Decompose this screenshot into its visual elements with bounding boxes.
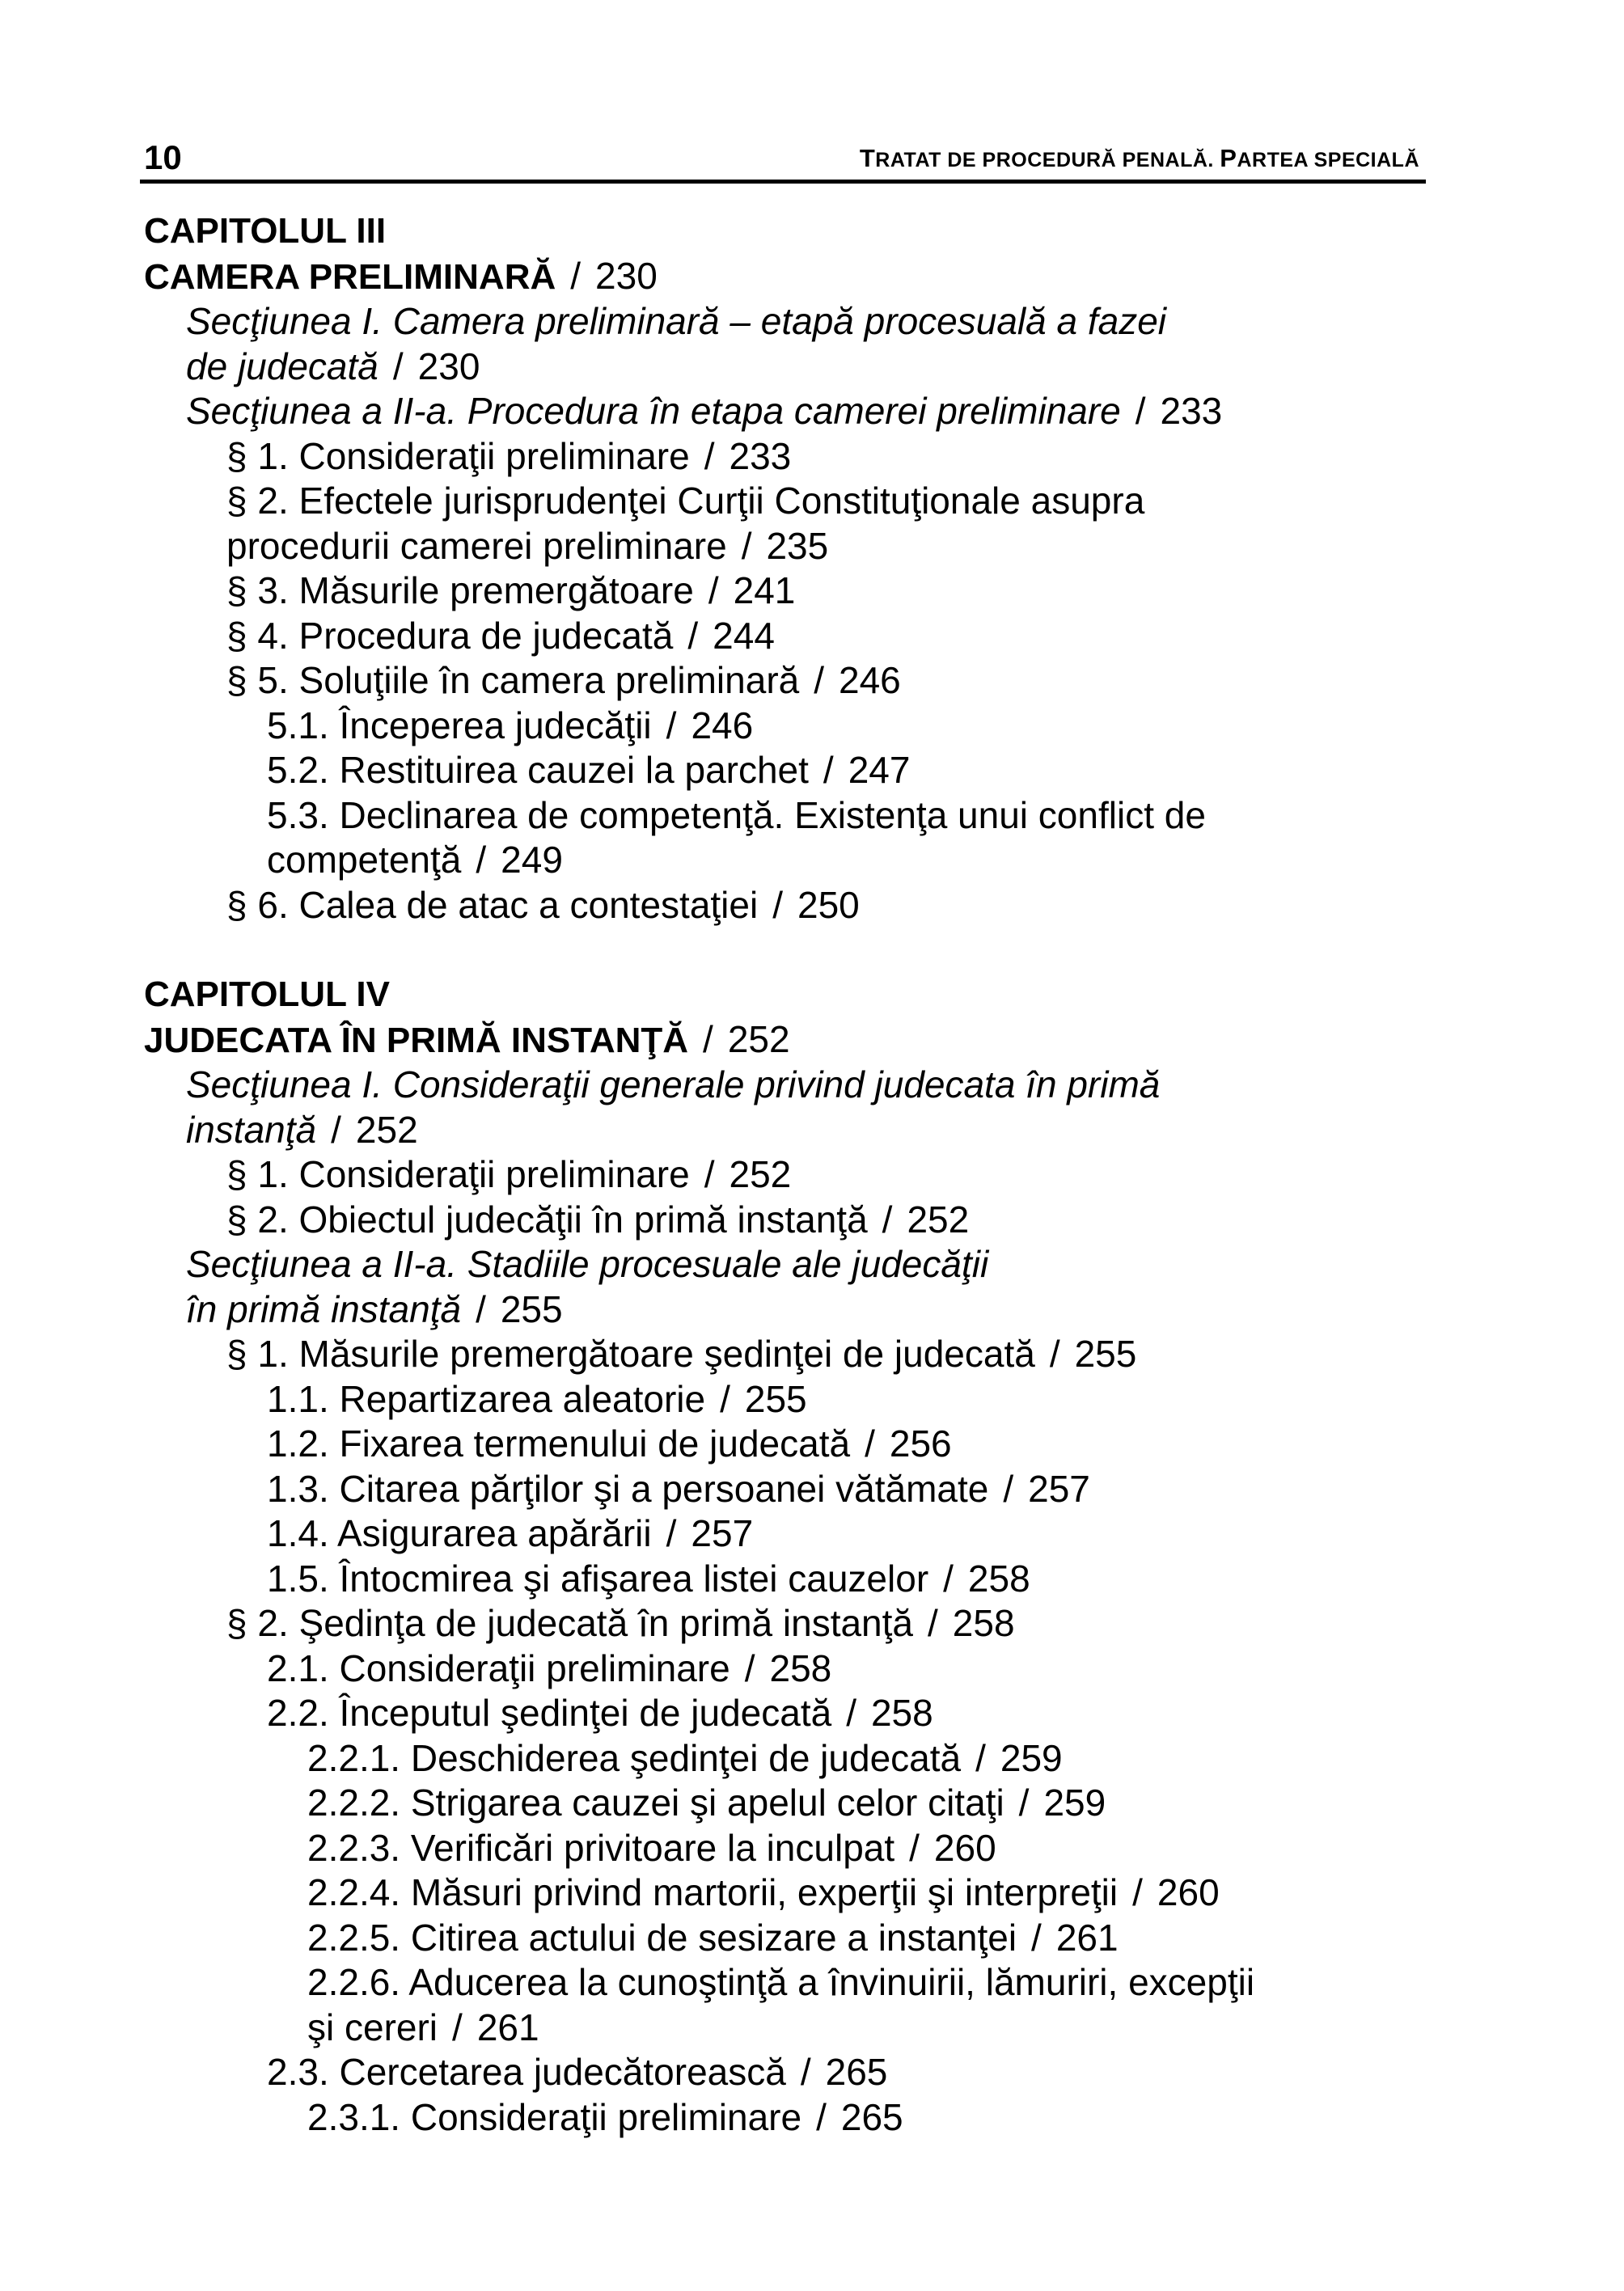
page-separator: /	[865, 1422, 875, 1465]
chapter-title	[144, 1017, 1406, 1063]
toc-entry	[144, 1063, 1406, 1108]
toc-entry	[144, 1601, 1406, 1646]
page-ref: 261	[1055, 1916, 1119, 1959]
running-title-part: ARTEA SPECIALĂ	[1237, 149, 1419, 171]
page-ref: 260	[1157, 1871, 1220, 1913]
page-ref: 252	[355, 1108, 418, 1151]
page-ref: 258	[967, 1557, 1030, 1600]
page-separator: /	[666, 704, 677, 746]
toc-entry-text: 2.2.5. Citirea actului de sesizare a instanţei	[307, 1916, 1017, 1959]
toc-entry	[144, 1916, 1406, 1961]
page-ref: 249	[501, 839, 563, 881]
page-separator: /	[392, 344, 404, 387]
toc-entry-text: 5.1. Începerea judecăţii	[267, 704, 652, 746]
page-separator: /	[476, 839, 487, 881]
page-ref: 246	[691, 704, 754, 746]
running-title-part: T	[859, 144, 876, 172]
page-ref: 258	[952, 1602, 1015, 1644]
page-separator: /	[882, 1198, 893, 1241]
toc-entry	[144, 1152, 1406, 1198]
page-separator: /	[816, 2095, 827, 2138]
page-ref: 233	[729, 434, 792, 477]
page-ref: 257	[1028, 1467, 1090, 1510]
page-separator: /	[800, 2051, 811, 2093]
page-ref: 252	[727, 1017, 790, 1060]
running-header	[144, 136, 1419, 180]
page-ref: 244	[713, 614, 775, 657]
page-separator: /	[943, 1557, 954, 1600]
page-ref: 252	[907, 1198, 970, 1241]
toc-entry-text: 5.2. Restituirea cauzei la parchet	[267, 749, 809, 791]
toc-entry	[144, 344, 1406, 390]
page-separator: /	[1003, 1467, 1014, 1510]
toc-entry-text: § 2. Obiectul judecăţii în primă instanţă	[226, 1198, 868, 1241]
toc-entry-text: competenţă	[267, 839, 462, 881]
toc-entry	[144, 883, 1406, 928]
page-separator: /	[476, 1287, 486, 1330]
table-of-contents	[144, 209, 1406, 2140]
toc-entry	[144, 569, 1406, 614]
toc-entry	[144, 2095, 1406, 2141]
toc-entry	[144, 1332, 1406, 1377]
toc-entry	[144, 1646, 1406, 1692]
chapter-label: CAPITOLUL III	[144, 211, 387, 251]
page-separator: /	[909, 1826, 920, 1869]
toc-entry-text: 2.2. Începutul şedinţei de judecată	[267, 1692, 832, 1734]
page-ref: 252	[729, 1153, 792, 1195]
toc-entry-text: 2.2.6. Aducerea la cunoştinţă a învinuirii, lămuriri, excepţii	[307, 1961, 1255, 2003]
page-separator: /	[823, 749, 834, 791]
page-ref: 265	[840, 2095, 903, 2138]
toc-entry-text: 5.3. Declinarea de competenţă. Existenţa unui conflict de	[267, 793, 1206, 836]
page-separator: /	[1031, 1916, 1042, 1959]
toc-entry-text: 1.2. Fixarea termenului de judecată	[267, 1422, 851, 1465]
page-ref: 235	[766, 524, 829, 567]
toc-entry-text: procedurii camerei preliminare	[226, 524, 727, 567]
chapter-label: CAPITOLUL IV	[144, 974, 390, 1014]
toc-entry-text: § 2. Şedinţa de judecată în primă instanţă	[226, 1602, 914, 1644]
page-separator: /	[1135, 390, 1146, 432]
toc-entry	[144, 479, 1406, 524]
toc-entry	[144, 2006, 1406, 2051]
running-title-part: RATAT DE PROCEDURĂ PENALĂ.	[875, 149, 1220, 171]
toc-entry-text: § 2. Efectele jurisprudenţei Curţii Constituţionale asupra	[226, 480, 1145, 522]
toc-entry-text: Secţiunea I. Camera preliminară – etapă procesuală a fazei	[186, 300, 1167, 342]
toc-entry-text: 2.3.1. Consideraţii preliminare	[307, 2095, 802, 2138]
toc-entry	[144, 793, 1406, 839]
page-ref: 230	[595, 254, 658, 297]
toc-entry-text: Secţiunea a II-a. Procedura în etapa camerei preliminare	[186, 390, 1121, 432]
toc-entry-text: § 1. Consideraţii preliminare	[226, 1153, 690, 1195]
page-separator: /	[846, 1692, 856, 1734]
toc-entry	[144, 838, 1406, 883]
toc-entry	[144, 434, 1406, 480]
toc-entry-text: 2.3. Cercetarea judecătorească	[267, 2051, 786, 2093]
page-ref: 250	[797, 883, 860, 926]
page-ref: 257	[691, 1512, 754, 1554]
toc-entry-text: 1.3. Citarea părţilor şi a persoanei vătămate	[267, 1467, 989, 1510]
page-separator: /	[720, 1377, 730, 1420]
toc-entry-text: § 3. Măsurile premergătoare	[226, 569, 694, 611]
page-separator: /	[703, 1017, 713, 1060]
toc-entry-text: Secţiunea a II-a. Stadiile procesuale ale judecăţii	[186, 1243, 989, 1285]
page-ref: 256	[889, 1422, 952, 1465]
page-ref: 259	[1000, 1736, 1063, 1779]
page-separator: /	[1049, 1333, 1060, 1375]
toc-entry	[144, 1870, 1406, 1916]
toc-entry	[144, 1108, 1406, 1153]
page-ref: 265	[825, 2051, 888, 2093]
page-separator: /	[928, 1602, 938, 1644]
toc-entry	[144, 1826, 1406, 1871]
toc-entry	[144, 614, 1406, 659]
toc-entry-text: § 6. Calea de atac a contestaţiei	[226, 883, 759, 926]
toc-entry-text: şi cereri	[307, 2006, 438, 2048]
page-ref: 247	[848, 749, 911, 791]
page-separator: /	[666, 1512, 677, 1554]
header-rule	[140, 180, 1426, 184]
toc-entry-text: în primă instanţă	[186, 1287, 462, 1330]
toc-entry-text: § 1. Consideraţii preliminare	[226, 434, 690, 477]
toc-entry	[144, 1467, 1406, 1512]
page-separator: /	[704, 1153, 715, 1195]
page-ref: 255	[500, 1287, 563, 1330]
page-ref: 258	[870, 1692, 933, 1734]
page-ref: 246	[839, 659, 901, 701]
page-ref: 261	[476, 2006, 539, 2048]
toc-entry	[144, 299, 1406, 344]
running-title-part: P	[1220, 144, 1237, 172]
toc-entry	[144, 704, 1406, 749]
page-ref: 241	[733, 569, 796, 611]
toc-entry	[144, 1287, 1406, 1333]
page-separator: /	[975, 1736, 986, 1779]
page-ref: 258	[769, 1646, 832, 1689]
page-ref: 233	[1160, 390, 1223, 432]
toc-entry	[144, 1422, 1406, 1467]
toc-entry	[144, 524, 1406, 569]
page-ref: 259	[1043, 1782, 1106, 1824]
toc-entry	[144, 1960, 1406, 2006]
toc-entry-text: de judecată	[186, 344, 379, 387]
toc-entry-text: instanţă	[186, 1108, 317, 1151]
page-ref: 260	[933, 1826, 996, 1869]
toc-entry	[144, 1377, 1406, 1422]
toc-entry	[144, 1198, 1406, 1243]
toc-entry	[144, 2050, 1406, 2095]
page-separator: /	[741, 524, 752, 567]
page-separator: /	[687, 614, 699, 657]
page-separator: /	[1018, 1782, 1030, 1824]
toc-entry	[144, 748, 1406, 793]
toc-entry-text: 2.1. Consideraţii preliminare	[267, 1646, 730, 1689]
toc-entry	[144, 389, 1406, 434]
toc-entry-text: 1.5. Întocmirea şi afişarea listei cauzelor	[267, 1557, 929, 1600]
toc-entry-text: 2.2.4. Măsuri privind martorii, experţii şi interpreţii	[307, 1871, 1119, 1913]
page-separator: /	[1132, 1871, 1143, 1913]
toc-entry-text: 2.2.3. Verificări privitoare la inculpat	[307, 1826, 895, 1869]
page-separator: /	[814, 659, 824, 701]
toc-entry	[144, 1736, 1406, 1782]
page-ref: 255	[744, 1377, 807, 1420]
page-separator: /	[708, 569, 719, 611]
toc-entry	[144, 1691, 1406, 1736]
toc-entry-text: § 4. Procedura de judecată	[226, 614, 674, 657]
toc-entry-text: § 5. Soluţiile în camera preliminară	[226, 659, 800, 701]
page-separator: /	[331, 1108, 341, 1151]
toc-entry	[144, 1781, 1406, 1826]
page-separator: /	[704, 434, 715, 477]
running-title	[860, 141, 1419, 178]
toc-entry-text: 2.2.2. Strigarea cauzei şi apelul celor citaţi	[307, 1782, 1004, 1824]
toc-entry	[144, 1242, 1406, 1287]
chapter-title-text: JUDECATA ÎN PRIMĂ INSTANŢĂ	[144, 1020, 689, 1060]
toc-entry-text: 2.2.1. Deschiderea şedinţei de judecată	[307, 1736, 962, 1779]
page-separator: /	[452, 2006, 463, 2048]
chapter-title-text: CAMERA PRELIMINARĂ	[144, 256, 556, 297]
toc-entry	[144, 1511, 1406, 1557]
toc-entry-text: 1.4. Asigurarea apărării	[267, 1512, 652, 1554]
chapter-gap	[144, 928, 1406, 972]
toc-entry-text: Secţiunea I. Consideraţii generale privind judecata în primă	[186, 1063, 1161, 1105]
chapter-title	[144, 254, 1406, 300]
page-separator: /	[570, 254, 582, 297]
page-separator: /	[744, 1646, 755, 1689]
page-ref: 230	[417, 344, 480, 387]
toc-entry	[144, 658, 1406, 704]
toc-entry	[144, 1557, 1406, 1602]
page-ref: 255	[1074, 1333, 1137, 1375]
page-number: 10	[144, 138, 182, 176]
page-separator: /	[772, 883, 783, 926]
toc-entry-text: § 1. Măsurile premergătoare şedinţei de judecată	[226, 1333, 1035, 1375]
toc-entry-text: 1.1. Repartizarea aleatorie	[267, 1377, 706, 1420]
